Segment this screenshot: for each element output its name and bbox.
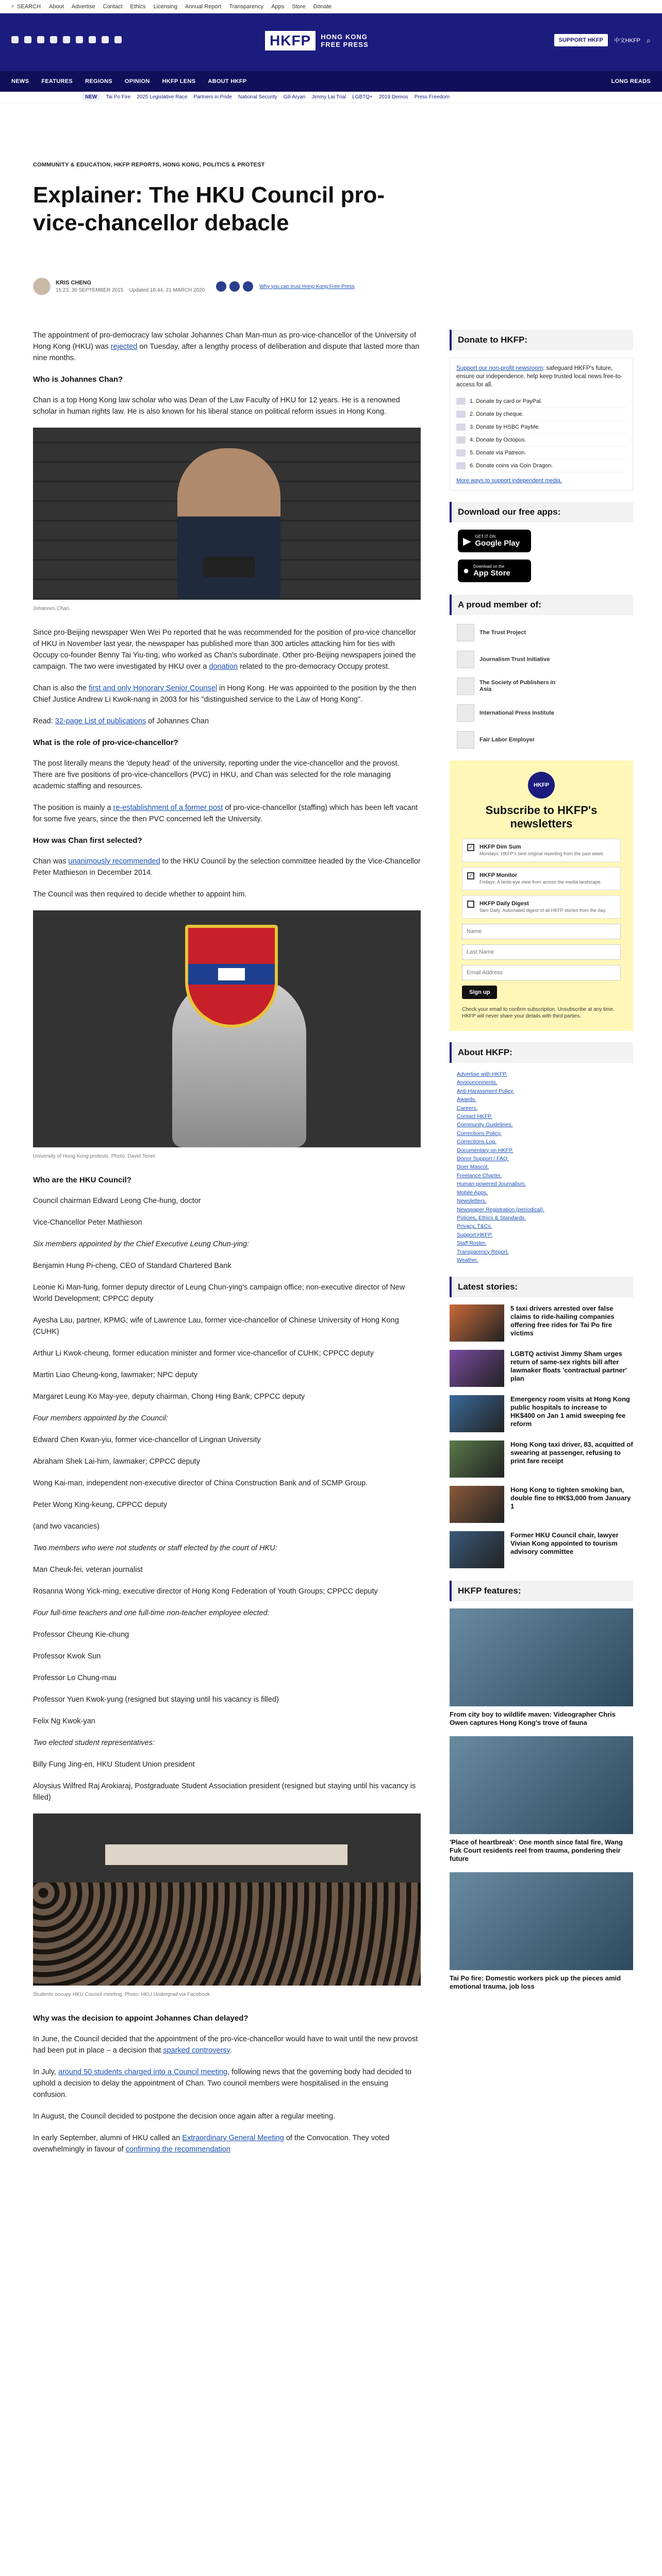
council-member: Two members who were not students or staff elected by the court of HKU: [33,1544,277,1552]
council-member: Professor Kwok Sun [33,1652,101,1660]
council-member: Felix Ng Kwok-yan [33,1717,95,1725]
about-link[interactable]: Donor Support / FAQ. [457,1156,509,1162]
donate-option[interactable]: 6. Donate coins via Coin Dragon. [456,460,626,472]
council-member: Martin Liao Cheung-kong, lawmaker; NPC deputy [33,1371,198,1379]
donation-link[interactable]: donation [209,663,238,671]
council-member: Professor Lo Chung-mau [33,1674,117,1682]
newsletter-signup [450,760,633,1031]
paragraph: The post literally means the 'deputy head' of the university, reporting under the vice-chancellor and the provost. There are five positions of pro-vice-chancellors (PVC) in HKU, and Chan was selected for the role managing academic staffing and resources. [33,759,400,790]
ticker-item[interactable]: Gili Aryan [283,94,306,100]
features-heading: HKFP features: [450,1581,633,1601]
card-icon [456,398,466,405]
about-link[interactable]: Freelance Charter. [457,1172,502,1179]
former-post-link[interactable]: re-establishment of a former post [113,804,223,812]
donate-option[interactable]: 2. Donate by cheque. [456,408,626,421]
utility-link-annual-report[interactable]: Annual Report [185,3,222,10]
apple-icon: ● [463,565,470,577]
story-headline[interactable]: Emergency room visits at Hong Kong public hospitals to increase to HK$400 on Jan 1 amid sweeping fee reform [510,1395,630,1428]
utility-link-licensing[interactable]: Licensing [153,3,177,10]
trust-link[interactable]: Why you can trust Hong Kong Free Press [259,283,355,290]
rejected-link[interactable]: rejected [110,343,138,351]
nav-opinion[interactable]: OPINION [124,78,150,84]
sopa-logo [457,677,474,695]
council-member: Professor Yuen Kwok-yung (resigned but staying until his vacancy is filled) [33,1696,279,1704]
feature-story[interactable] [450,1736,633,1863]
about-link[interactable]: Transparency Report. [457,1248,509,1255]
utility-link-about[interactable]: About [49,3,64,10]
about-link[interactable]: Corrections Policy. [457,1130,502,1137]
students-occupy-photo [33,1814,421,1986]
paragraph: The Council was then required to decide whether to appoint him. [33,890,247,899]
story-thumbnail[interactable] [450,1531,504,1568]
council-member: Billy Fung Jing-en, HKU Student Union president [33,1760,195,1769]
latest-story[interactable] [450,1440,633,1478]
telegram-icon[interactable] [89,36,96,43]
utility-link-ethics[interactable]: Ethics [130,3,146,10]
about-link[interactable]: Advertise with HKFP. [457,1071,507,1077]
council-member: Council chairman Edward Leong Che-hung, doctor [33,1197,201,1205]
about-link[interactable]: Newspaper Registration (periodical). [457,1206,544,1213]
header-search-icon[interactable]: ⌕ [647,36,651,44]
ticker-item[interactable]: Press Freedom [414,94,450,100]
paragraph: Since pro-Beijing newspaper Wen Wei Po reported that he was recommended for the position of pro-vice chancellor of HKU in November last year, the newspaper has published more than 300 articles attacking him for ties with Occupy co-founder Benny Tai Yiu-ting, who worked as Chan's subordinate. Other pro-Beijing newspapers joined the campaign. The two were investigated by HKU over a donation related to the pro-democracy Occupy protest. [33,629,416,671]
member-fair-labor[interactable]: Fair Labor Employer [457,730,633,750]
about-link[interactable]: Corrections Log. [457,1139,497,1145]
confirming-recommendation-link[interactable]: confirming the recommendation [125,2145,230,2154]
feature-thumbnail[interactable] [450,1872,633,1970]
story-headline[interactable]: Hong Kong to tighten smoking ban, double fine to HK$3,000 from January 1 [510,1486,631,1511]
instagram-icon[interactable] [37,36,44,43]
google-play-button[interactable]: ▶ GET IT ON Google Play [458,530,531,552]
newsletter-option-monitor[interactable]: ✓ HKFP Monitor Fridays: A birds-eye view from across the media landscape. [462,867,621,890]
feature-story[interactable] [450,1608,633,1727]
newsletter-option-daily-digest[interactable]: HKFP Daily Digest 9am Daily: Automated digest of all HKFP stories from the day. [462,895,621,919]
support-hkfp-button[interactable]: SUPPORT HKFP [554,34,608,46]
author-avatar [33,278,51,295]
rss-icon[interactable] [114,36,122,43]
honorary-senior-counsel-link[interactable]: first and only Honorary Senior Counsel [89,684,218,692]
nav-news[interactable]: NEWS [11,78,29,84]
council-member: (and two vacancies) [33,1522,100,1531]
paragraph: Chan was unanimously recommended to the HKU Council by the selection committee headed by the Vice-Chancellor Peter Mathieson in December 2014. [33,857,421,877]
member-sopa[interactable]: The Society of Publishers in Asia [457,676,633,697]
figure-caption: Students occupy HKU Council meeting. Photo: HKU Undergrad via Facebook. [33,1992,211,1997]
heading-delay: Why was the decision to appoint Johannes Chan delayed? [33,2014,249,2023]
member-trust-project[interactable]: The Trust Project [457,622,633,643]
nav-features[interactable]: FEATURES [41,78,73,84]
utility-link-store[interactable]: Store [292,3,306,10]
feature-story[interactable] [450,1872,633,1991]
council-member: Aloysius Wilfred Raj Arokiaraj, Postgraduate Student Association president (resigned but staying until his vacancy is filled) [33,1782,416,1802]
donate-heading: Donate to HKFP: [450,330,633,350]
sidebar [450,330,633,2000]
app-store-button[interactable]: ● Download on the App Store [458,560,531,582]
story-thumbnail[interactable] [450,1350,504,1387]
paragraph: Chan is a top Hong Kong law scholar who was Dean of the Law Faculty of HKU for 12 years. He is a renowned scholar in human rights law. He is also known for his liberal stance on political reform issues in Hong Kong. [33,396,400,416]
about-heading: About HKFP: [450,1042,633,1063]
article-body [33,330,421,2165]
heading-role: What is the role of pro-vice-chancellor? [33,738,178,747]
council-member: Margaret Leung Ko May-yee, deputy chairman, Chong Hing Bank; CPPCC deputy [33,1393,305,1401]
about-link[interactable]: Careers. [457,1105,478,1111]
latest-heading: Latest stories: [450,1277,633,1297]
council-member: Leonie Ki Man-fung, former deputy director of Leung Chun-ying's campaign office; non-executive director of New World Development; CPPCC deputy [33,1283,405,1303]
utility-bar [0,0,662,13]
ticker-item[interactable]: Jimmy Lai Trial [311,94,346,100]
council-member: Peter Wong King-keung, CPPCC deputy [33,1501,168,1509]
story-thumbnail[interactable] [450,1440,504,1478]
about-link[interactable]: Doer Mascot. [457,1164,489,1171]
last-name-field[interactable] [462,944,621,960]
features-section [450,1581,633,1991]
about-link[interactable]: Documentary on HKFP. [457,1147,514,1154]
unanimously-recommended-link[interactable]: unanimously recommended [68,857,160,866]
ticker-item[interactable]: 2019 Demos [378,94,408,100]
council-member: Edward Chen Kwan-yiu, former vice-chancellor of Lingnan University [33,1436,261,1444]
about-link[interactable]: Policies, Ethics & Standards. [457,1214,526,1221]
paragraph: In August, the Council decided to postpone the decision once again after a regular meeting. [33,2112,336,2121]
latest-stories [450,1277,633,1568]
council-member: Four members appointed by the Council: [33,1414,168,1422]
email-field[interactable] [462,965,621,980]
payme-icon [456,423,466,431]
about-link[interactable]: Anti-Harassment Policy. [457,1088,515,1094]
mastodon-icon[interactable] [102,36,109,43]
newsletter-option-dim-sum[interactable]: ✓ HKFP Dim Sum Mondays: HKFP's best original reporting from the past week. [462,839,621,862]
logo-wordmark: HONG KONG FREE PRESS [321,33,369,48]
feature-headline[interactable]: From city boy to wildlife maven: Videographer Chris Owen captures Hong Kong's trove of fauna [450,1710,616,1727]
checkbox-checked[interactable]: ✓ [467,844,474,851]
figure-hku-protest [33,910,421,1162]
about-link[interactable]: Weather. [457,1257,478,1263]
byline [33,277,425,296]
story-thumbnail[interactable] [450,1395,504,1432]
donate-option[interactable]: 5. Donate via Patreon. [456,447,626,460]
ticker-item[interactable]: National Security [238,94,277,100]
more-ways-link[interactable]: More ways to support independent media. [456,478,562,484]
donate-box [450,358,633,490]
linkedin-icon[interactable] [76,36,83,43]
students-charged-link[interactable]: around 50 students charged into a Council meeting [58,2068,227,2076]
latest-story[interactable] [450,1486,633,1523]
member-heading: A proud member of: [450,595,633,615]
sparked-controversy-link[interactable]: sparked controversy [163,2046,230,2055]
site-logo[interactable] [265,31,369,50]
council-member: Arthur Li Kwok-cheung, former education minister and former vice-chancellor of CUHK; CPPCC deputy [33,1349,374,1358]
octopus-icon [456,436,466,444]
council-member: Six members appointed by the Chief Executive Leung Chun-ying: [33,1240,250,1248]
share-buttons [216,281,253,292]
about-link[interactable]: Newsletters. [457,1198,487,1205]
about-links [450,1070,633,1264]
egm-link[interactable]: Extraordinary General Meeting [182,2134,284,2142]
main-nav [0,71,662,92]
ticker-item[interactable]: Partners in Pride [193,94,233,100]
hku-crest-protest-photo [33,910,421,1147]
story-thumbnail[interactable] [450,1486,504,1523]
share-facebook-icon[interactable] [216,281,226,292]
about-link[interactable]: Staff Roster. [457,1240,487,1247]
article-title: Explainer: The HKU Council pro-vice-chancellor debacle [33,182,385,235]
x-twitter-icon[interactable] [24,36,31,43]
council-member: Ayesha Lau, partner, KPMG; wife of Lawrence Lau, former vice-chancellor of Chinese University of Hong Kong (CUHK) [33,1316,399,1336]
nav-regions[interactable]: REGIONS [85,78,112,84]
ticker-new-badge: NEW [82,94,100,100]
council-member: Man Cheuk-fei, veteran journalist [33,1566,143,1574]
play-store-icon: ▶ [463,535,471,547]
newsletter-title: Subscribe to HKFP's newsletters [485,804,598,830]
utility-link-advertise[interactable]: Advertise [71,3,95,10]
article-categories[interactable]: COMMUNITY & EDUCATION, HKFP REPORTS, HONG KONG, POLITICS & PROTEST [33,162,265,168]
ticker-item[interactable]: LGBTQ+ [352,94,373,100]
name-field[interactable] [462,924,621,939]
facebook-icon[interactable] [11,36,19,43]
council-member: Two elected student representatives: [33,1739,155,1747]
about-section [450,1042,633,1264]
fair-labor-logo [457,731,474,749]
donate-option[interactable]: 1. Donate by card or PayPal. [456,395,626,408]
share-x-icon[interactable] [229,281,240,292]
about-link[interactable]: Community Guidelines. [457,1122,513,1128]
about-link[interactable]: Privacy, T&Cs. [457,1223,492,1230]
donate-option[interactable]: 4. Donate by Octopus. [456,434,626,447]
site-header [0,13,662,71]
jti-logo [457,651,474,668]
checkbox-unchecked[interactable] [467,901,474,908]
about-link[interactable]: Awards. [457,1096,476,1103]
checkbox-checked[interactable]: ✓ [467,872,474,879]
paragraph: In June, the Council decided that the appointment of the pro-vice-chancellor would have to wait until the new provost had been put in place – a decision that sparked controversy. [33,2035,418,2055]
feature-headline[interactable]: Tai Po fire: Domestic workers pick up the pieces amid emotional trauma, job loss [450,1974,621,1991]
cheque-icon [456,411,466,418]
newsletter-note: Check your email to confirm subscription. Unsubscribe at any time. HKFP will never share your details with third parties. [462,1007,615,1019]
social-links [11,36,122,43]
council-member: Rosanna Wong Yick-ming, executive director of Hong Kong Federation of Youth Groups; CPPCC deputy [33,1587,378,1596]
heading-who-is-chan: Who is Johannes Chan? [33,375,123,384]
topic-ticker [0,92,662,103]
ticker-item[interactable]: 2025 Legislative Race [137,94,188,100]
chinese-edition-link[interactable]: 中文HKFP [614,38,641,44]
paragraph: Read: 32-page List of publications of Johannes Chan [33,717,209,725]
about-link[interactable]: Mobile Apps. [457,1189,488,1196]
council-member: Wong Kai-man, independent non-executive director of China Construction Bank and of SCMP Group. [33,1479,368,1487]
story-thumbnail[interactable] [450,1304,504,1342]
nav-long-reads[interactable]: LONG READS [611,78,651,84]
paragraph: In July, around 50 students charged into a Council meeting, following news that the governing body had decided to uphold a decision to delay the appointment of Chan. Two council members were hospitalised in the ensuing confusion. [33,2068,412,2099]
trust-project-logo [457,624,474,641]
patreon-icon [456,449,466,456]
apps-section [450,502,633,582]
donate-option[interactable]: 3. Donate by HSBC PayMe. [456,421,626,434]
donate-intro: Support our non-profit newsroom: safeguard HKFP's future, ensure our independence, help keep trusted local news free-to-access for all. [456,365,623,388]
publications-link[interactable]: 32-page List of publications [55,717,146,725]
newsletter-logo: HKFP [528,772,555,799]
threads-icon[interactable] [50,36,57,43]
story-headline[interactable]: Hong Kong taxi driver, 83, acquitted of swearing at passenger, refusing to print fare receipt [510,1440,633,1465]
figure-council-occupation [33,1814,421,2001]
council-member: Four full-time teachers and one full-time non-teacher employee elected: [33,1609,270,1617]
ipi-logo [457,704,474,722]
feature-thumbnail[interactable] [450,1736,633,1834]
nav-about[interactable]: ABOUT HKFP [208,78,247,84]
feature-headline[interactable]: 'Place of heartbreak': One month since fatal fire, Wang Fuk Court residents reel from trauma, pondering their future [450,1838,623,1863]
author-name[interactable]: KRIS CHENG [56,280,92,286]
utility-link-transparency[interactable]: Transparency [229,3,264,10]
council-list [33,1195,421,1803]
council-member: Vice-Chancellor Peter Mathieson [33,1218,142,1227]
feature-thumbnail[interactable] [450,1608,633,1706]
search-icon: ⌕ [11,3,15,9]
latest-story[interactable] [450,1531,633,1568]
utility-link-apps[interactable]: Apps [271,3,285,10]
search-link[interactable]: ⌕ SEARCH [11,3,41,10]
member-ipi[interactable]: International Press Institute [457,703,633,723]
intro-paragraph: The appointment of pro-democracy law scholar Johannes Chan Man-mun as pro-vice-chancellor of the University of Hong Kong (HKU) was rejected on Tuesday, after a lengthy process of deliberation and dispute that lasted more than nine months. [33,331,420,362]
paragraph: The position is mainly a re-establishment of a former post of pro-vice-chancellor (staffing) which has been left vacant for some five years, since the then PVC concerned left the University. [33,804,418,823]
apps-heading: Download our free apps: [450,502,633,522]
heading-first-selected: How was Chan first selected? [33,836,142,845]
publish-date: 15:23, 30 SEPTEMBER 2015 Updated 18:44, 21 MARCH 2020 [56,287,205,293]
about-link[interactable]: Support HKFP. [457,1231,493,1238]
membership-section [450,595,633,750]
logo-mark: HKFP [265,31,316,50]
johannes-chan-photo [33,428,421,600]
latest-story[interactable] [450,1304,633,1342]
figure-caption: Johannes Chan. [33,606,71,612]
paragraph: Chan is also the first and only Honorary Senior Counsel in Hong Kong. He was appointed to the position by the then Chief Justice Andrew Li Kwok-nang in 2003 for his "distinguished service to the Law of Hong Kong". [33,684,417,704]
utility-link-contact[interactable]: Contact [103,3,123,10]
council-member: Benjamin Hung Pi-cheng, CEO of Standard Chartered Bank [33,1262,231,1270]
about-link[interactable]: Announcements. [457,1079,498,1086]
about-link[interactable]: Human-powered Journalism. [457,1181,526,1188]
ticker-item[interactable]: Tai Po Fire [106,94,131,100]
youtube-icon[interactable] [63,36,70,43]
sign-up-button[interactable]: Sign up [462,986,497,999]
share-whatsapp-icon[interactable] [243,281,253,292]
story-headline[interactable]: 5 taxi drivers arrested over false claims to ride-hailing companies offering free rides for Tai Po fire victims [510,1304,615,1337]
heading-council: Who are the HKU Council? [33,1176,131,1184]
council-member: Abraham Shek Lai-him, lawmaker; CPPCC deputy [33,1458,200,1466]
paragraph: In early September, alumni of HKU called an Extraordinary General Meeting of the Convocation. They voted overwhelmingly in favour of confirming the recommendation [33,2134,390,2154]
nav-hkfp-lens[interactable]: HKFP LENS [162,78,196,84]
utility-link-donate[interactable]: Donate [313,3,332,10]
member-jti[interactable]: Journalism Trust Initiative [457,649,633,670]
latest-story[interactable] [450,1395,633,1432]
latest-story[interactable] [450,1350,633,1387]
story-headline[interactable]: Former HKU Council chair, lawyer Vivian Kong appointed to tourism advisory committee [510,1531,619,1556]
support-newsroom-link[interactable]: Support our non-profit newsroom [456,365,543,371]
about-link[interactable]: Contact HKFP. [457,1113,492,1120]
figure-johannes-chan [33,428,421,615]
story-headline[interactable]: LGBTQ activist Jimmy Sham urges return of same-sex rights bill after lawmaker floats 'contractual partner' plan [510,1350,627,1383]
council-member: Professor Cheung Kie-chung [33,1631,129,1639]
coin-dragon-icon [456,462,466,469]
figure-caption: University of Hong Kong protests. Photo: David Tener. [33,1154,156,1159]
